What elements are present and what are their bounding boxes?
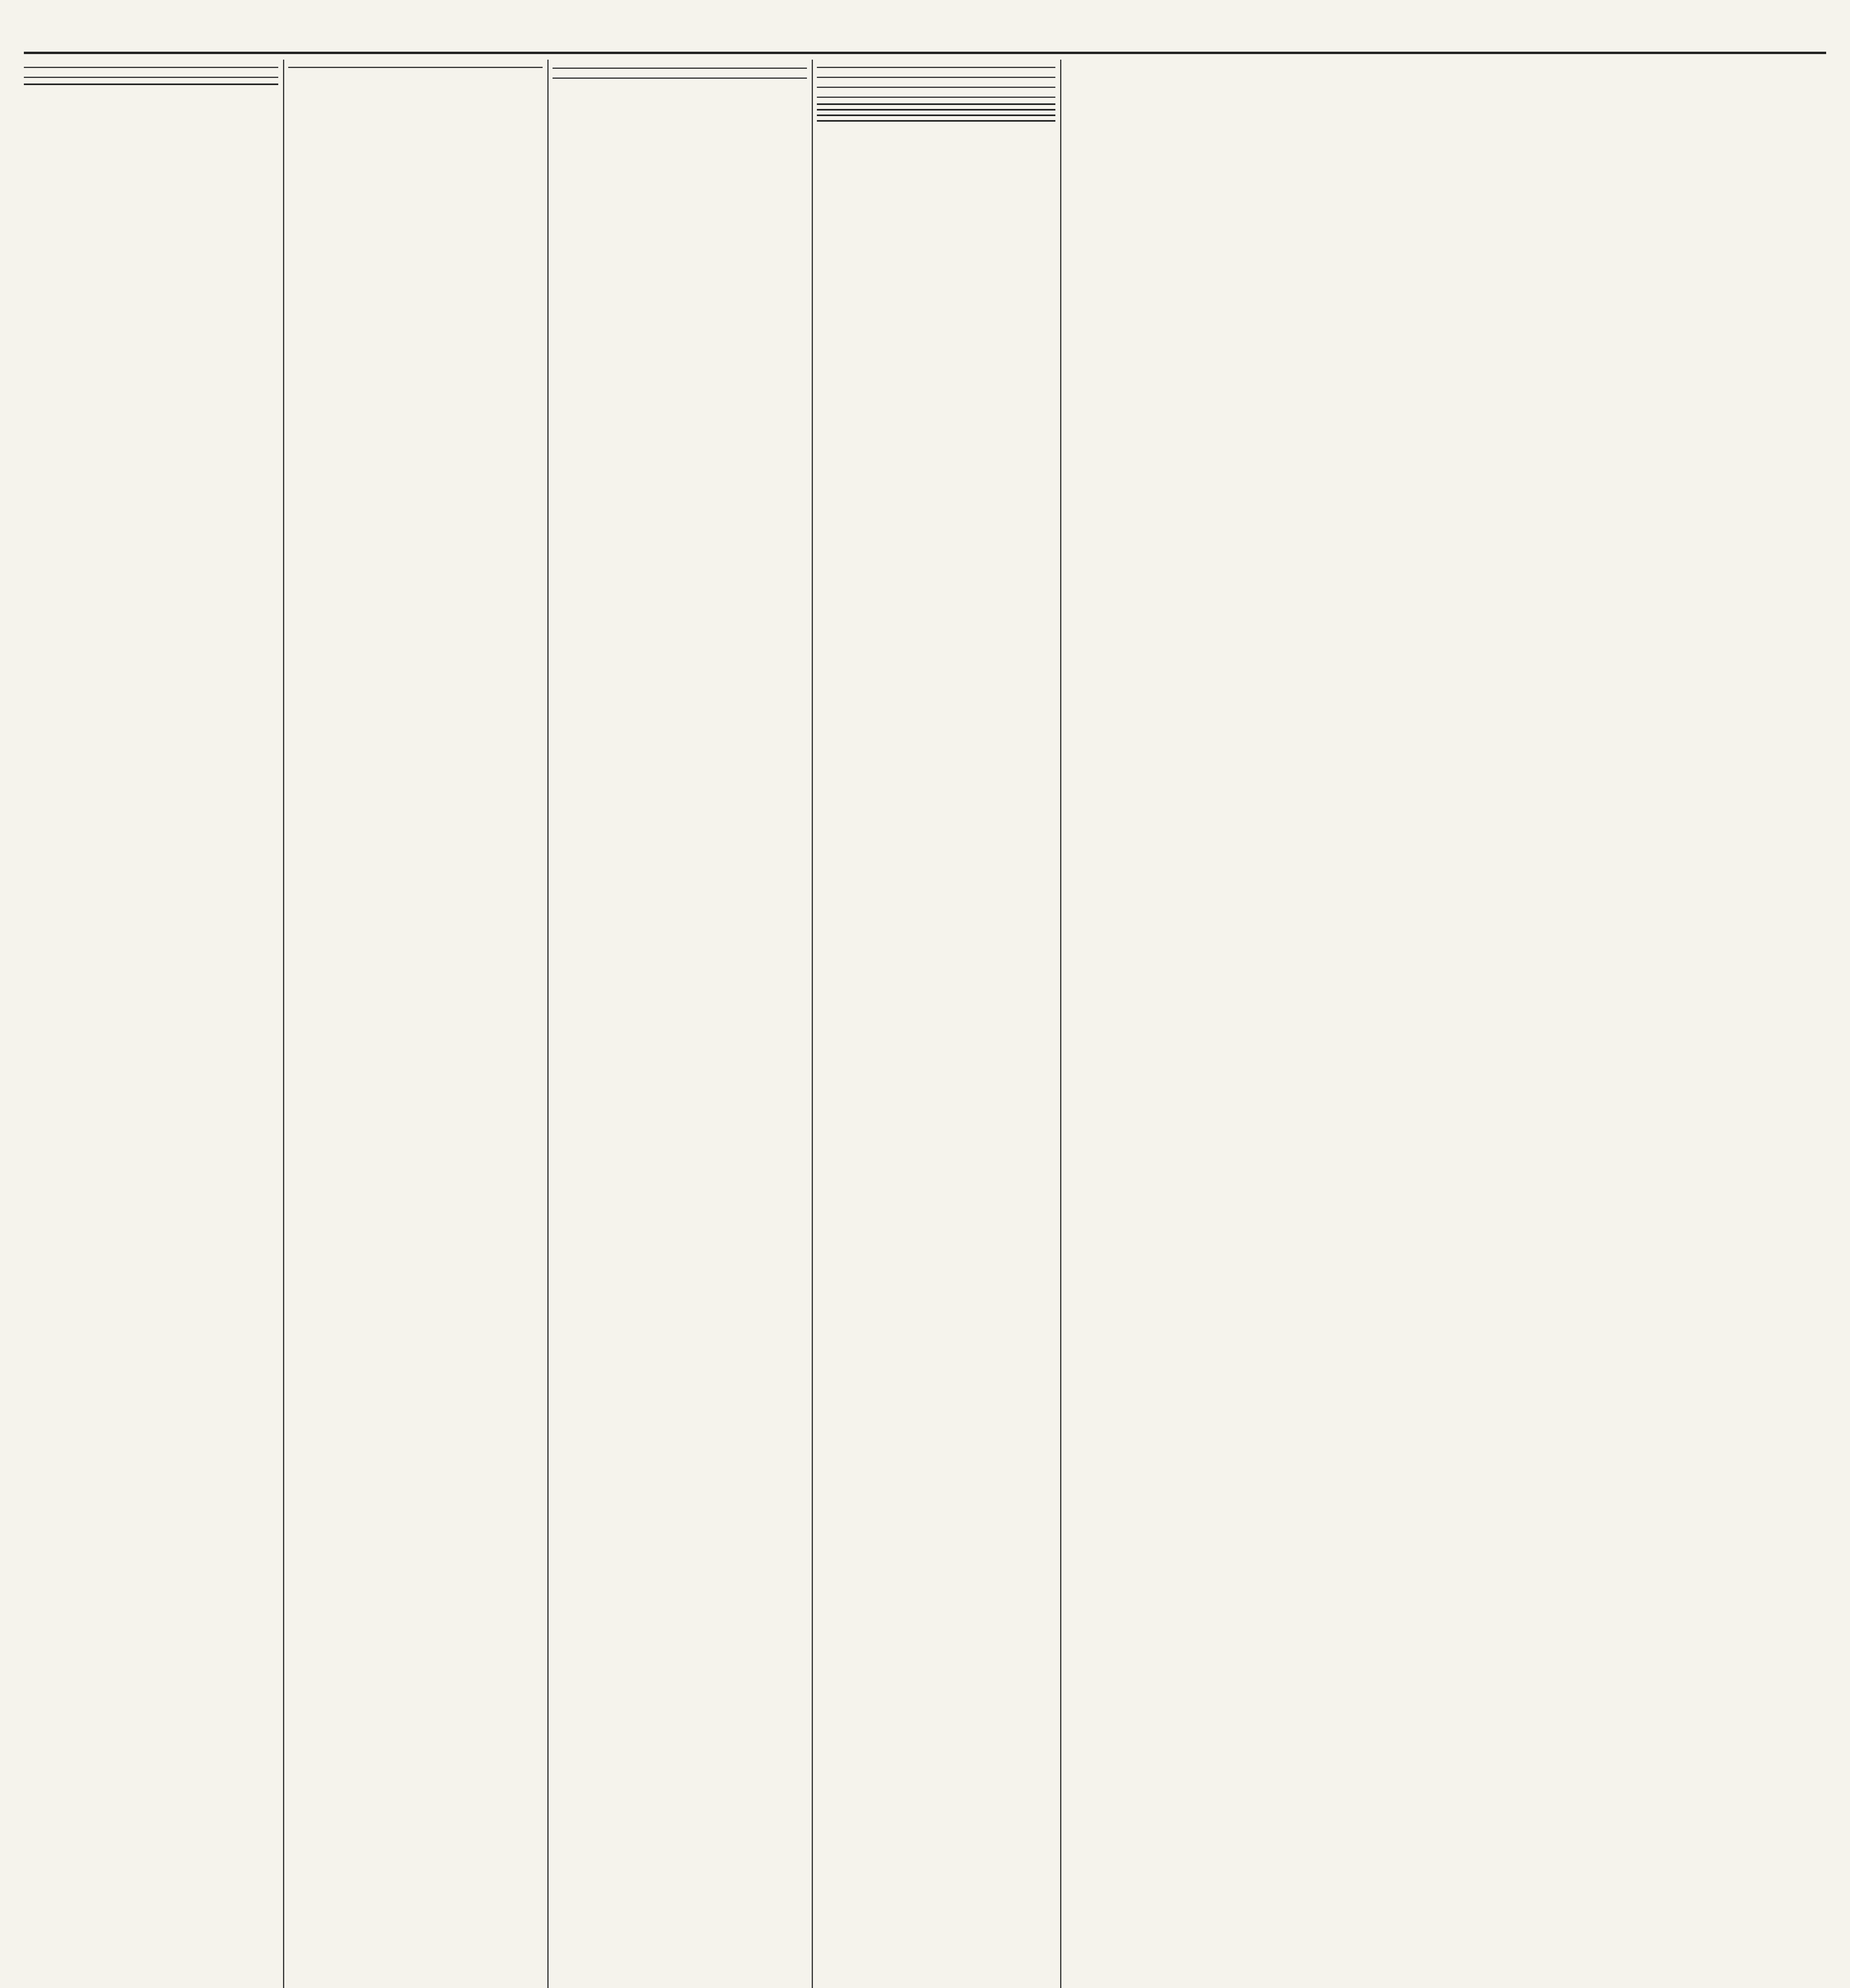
column-3 [553,60,807,1988]
balance-header [288,74,543,75]
balance-cell [352,74,415,75]
article-title [817,74,1055,78]
column-1 [24,60,278,1988]
notice-title [553,64,807,69]
article-title [817,64,1055,68]
notice-title [817,83,1055,88]
article-title [24,64,278,68]
balance-sheet [288,74,543,75]
balance-cell [288,74,352,75]
masthead [24,12,1826,54]
notice-title [553,74,807,79]
notice-title [817,93,1055,98]
article-title [288,64,543,68]
column-2 [288,60,543,1988]
balance-cell [415,74,479,75]
balance-cell [479,74,543,75]
column-4 [817,60,1055,1988]
article-title [24,74,278,78]
column-5 [1065,60,1157,1988]
